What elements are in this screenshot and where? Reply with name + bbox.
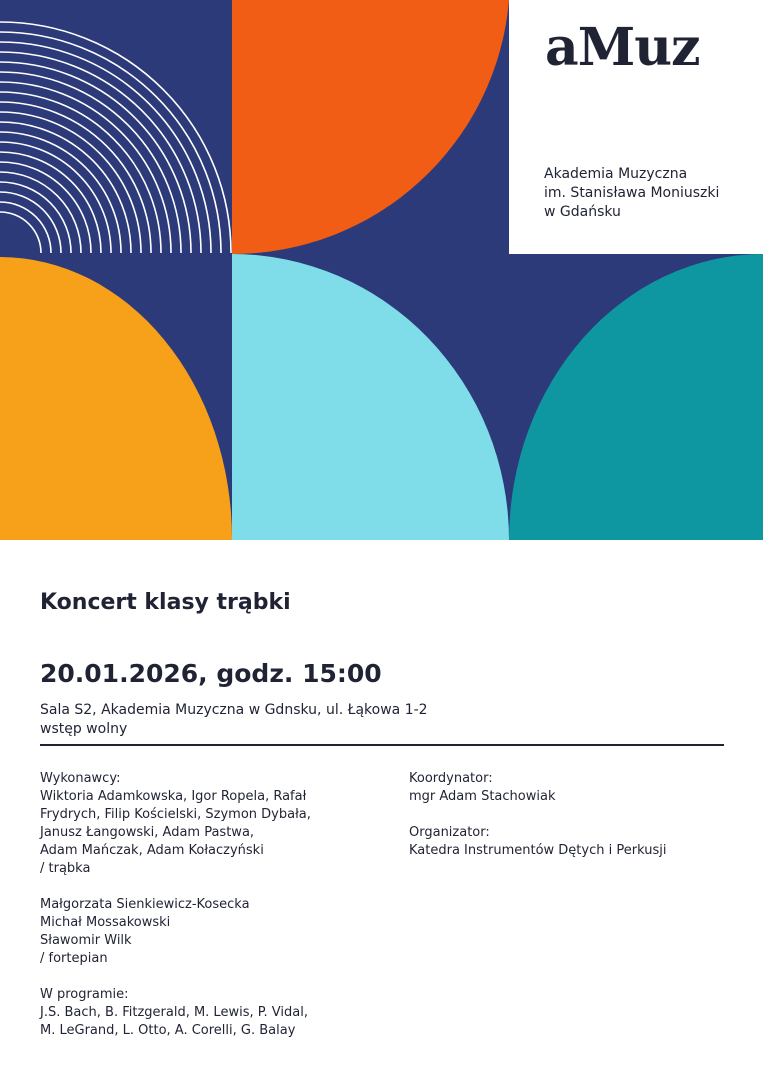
admission-note: wstęp wolny	[40, 721, 128, 737]
coordinator-name: mgr Adam Stachowiak	[409, 789, 556, 804]
spacer	[409, 806, 729, 824]
instrument-label: / trąbka	[40, 861, 91, 876]
trumpet-performers-line: Frydrych, Filip Kościelski, Szymon Dybała,	[40, 807, 311, 822]
program-line: J.S. Bach, B. Fitzgerald, M. Lewis, P. Vidal,	[40, 1005, 308, 1020]
pianist-name: Michał Mossakowski	[40, 915, 171, 930]
spacer	[40, 878, 380, 896]
amuz-logo: aMuz	[545, 17, 700, 78]
instrument-label: / fortepian	[40, 951, 108, 966]
institution-line: Akademia Muzyczna	[544, 166, 688, 182]
trumpet-performers-line: Adam Mańczak, Adam Kołaczyński	[40, 843, 264, 858]
pianist-name: Małgorzata Sienkiewicz-Kosecka	[40, 897, 250, 912]
trumpet-performers-line: Janusz Łangowski, Adam Pastwa,	[40, 825, 255, 840]
organization-column	[409, 770, 729, 860]
organizer-name: Katedra Instrumentów Dętych i Perkusji	[409, 843, 667, 858]
divider	[40, 744, 724, 746]
venue-info	[40, 701, 428, 739]
venue-address: Sala S2, Akademia Muzyczna w Gdnsku, ul. Łąkowa 1-2	[40, 702, 428, 718]
concert-title: Koncert klasy trąbki	[40, 590, 291, 615]
performers-label: Wykonawcy:	[40, 771, 121, 786]
concert-datetime: 20.01.2026, godz. 15:00	[40, 659, 382, 688]
institution-line: w Gdańsku	[544, 204, 621, 220]
institution-name	[544, 165, 719, 222]
program-label: W programie:	[40, 987, 129, 1002]
spacer	[40, 968, 380, 986]
logo-panel	[509, 0, 763, 254]
organizer-label: Organizator:	[409, 825, 490, 840]
program-line: M. LeGrand, L. Otto, A. Corelli, G. Balay	[40, 1023, 296, 1038]
pianist-name: Sławomir Wilk	[40, 933, 132, 948]
trumpet-performers-line: Wiktoria Adamkowska, Igor Ropela, Rafał	[40, 789, 307, 804]
performers-column	[40, 770, 380, 1040]
coordinator-label: Koordynator:	[409, 771, 493, 786]
institution-line: im. Stanisława Moniuszki	[544, 185, 720, 201]
